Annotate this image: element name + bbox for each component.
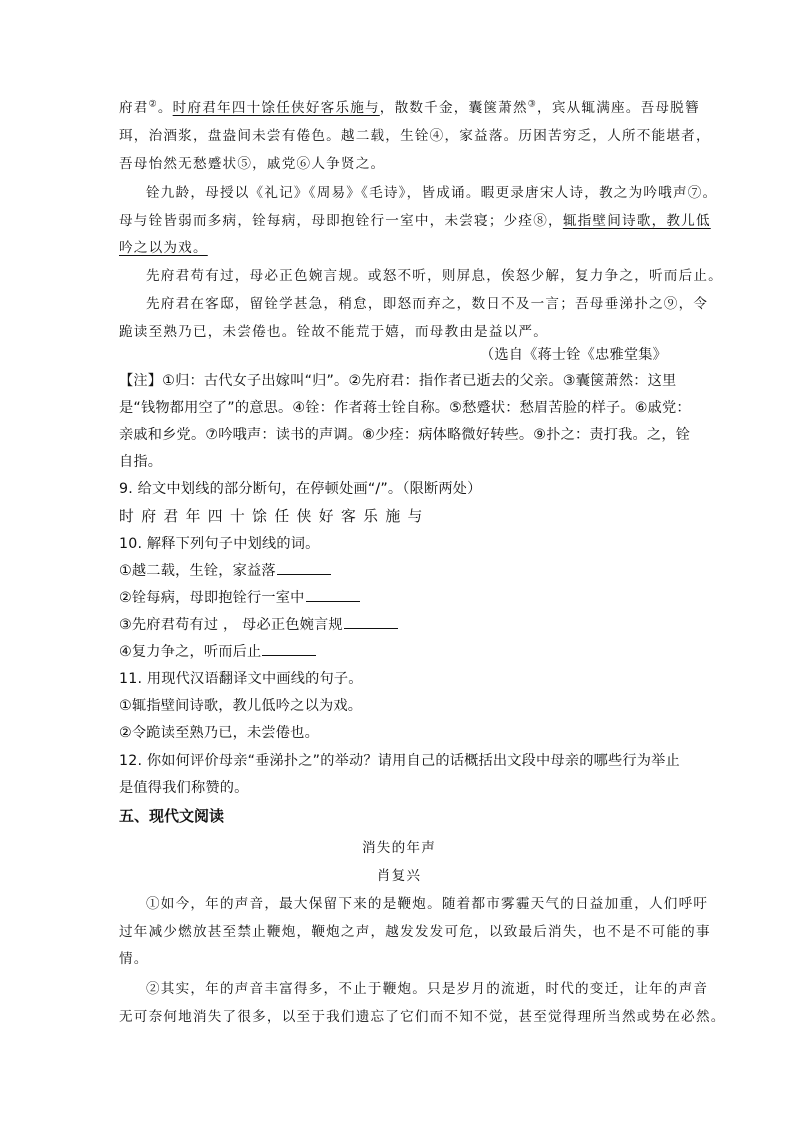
question-11-item-1: ①辄指壁间诗歌，教儿低吟之以为戏。: [119, 698, 363, 714]
notes-line-3: 亲戚和乡党。⑦吟哦声：读书的声调。⑧少痊：病体略微好转些。⑨扑之：责打我。之，铨: [119, 427, 691, 443]
question-11-item-2: ②令跪读至熟乃已，未尝倦也。: [119, 725, 319, 741]
text-run: 府君: [119, 100, 149, 116]
section-heading: 五、现代文阅读: [119, 807, 225, 825]
passage-line-4: 铨九龄，母授以《礼记》《周易》《毛诗》，皆成诵。暇更录唐宋人诗，教之为吟哦声⑦。: [146, 185, 718, 201]
source-citation: （选自《蒋士铨《忠雅堂集》: [479, 347, 667, 363]
paragraph-2-line-2: 无可奈何地消失了很多，以至于我们遗忘了它们而不知不觉，甚至觉得理所当然或势在必然。: [119, 1009, 726, 1025]
text-run: 母与铨皆弱而多病，铨每病，母即抱铨行一室中，未尝寝；少痊⑧，: [119, 213, 563, 229]
question-10-item-3: [119, 614, 679, 634]
paragraph-2-line-1: ②其实，年的声音丰富得多，不止于鞭炮。只是岁月的流逝，时代的变迁，让年的声音: [146, 981, 709, 997]
question-10-item-4: [119, 641, 679, 661]
passage-line-3: 吾母怡然无愁蹙状⑤，戚党⑥人争贤之。: [119, 156, 386, 172]
passage-line-6: [119, 236, 679, 256]
notes-line-1: 【注】①归：古代女子出嫁叫“归”。②先府君：指作者已逝去的父亲。③囊箧萧然：这里: [119, 373, 677, 389]
passage-line-7: 先府君苟有过，母必正色婉言规。或怒不听，则屏息，俟怒少解，复力争之，听而后止。: [146, 268, 723, 284]
paragraph-1-line-2: 过年减少燃放甚至禁止鞭炮，鞭炮之声，越发发发可危，以致最后消失，也不是不可能的事: [119, 924, 711, 940]
item-text: ③先府君苟有过 ， 母必正色婉言规: [119, 617, 343, 633]
question-12-line-2: 是值得我们称赞的。: [119, 780, 249, 796]
passage-line-8: 先府君在客邸，留铨学甚急，稍怠，即怒而弃之，数日不及一言；吾母垂涕扑之⑨，令: [146, 296, 709, 312]
underlined-sentence: 辄指壁间诗歌，教儿低: [562, 213, 711, 229]
question-12-line-1: 12. 你如何评价母亲“垂涕扑之”的举动？请用自己的话概括出文段中母亲的哪些行为举止: [119, 753, 680, 769]
notes-line-2: 是“钱物都用空了”的意思。④铨：作者蒋士铨自称。⑤愁蹙状：愁眉苦脸的样子。⑥戚党：: [119, 400, 691, 416]
notes-line-4: 自指。: [119, 454, 163, 470]
article-author: 肖复兴: [376, 868, 422, 884]
answer-blank[interactable]: [262, 642, 316, 656]
passage-line-1: [119, 96, 700, 116]
answer-blank[interactable]: [306, 588, 360, 602]
underlined-phrase: 时府君年四十馀任侠好客乐施与: [172, 100, 380, 116]
item-text: ④复力争之，听而后止: [119, 644, 262, 660]
paragraph-1-line-3: 情。: [119, 951, 149, 967]
paragraph-1-line-1: ①如今，年的声音，最大保留下来的是鞭炮。随着都市雾霾天气的日益加重，人们呼吁: [146, 896, 709, 912]
passage-line-9: 跪读至熟乃已，未尝倦也。铨故不能荒于嬉，而母教由是益以严。: [119, 324, 549, 340]
question-9-text: 时府君年四十馀任侠好客乐施与: [119, 508, 430, 525]
item-text: ②铨每病，母即抱铨行一室中: [119, 590, 305, 606]
question-11-stem: 11. 用现代汉语翻译文中画线的句子。: [119, 671, 363, 687]
passage-line-5: [119, 209, 711, 229]
note-marker: ②: [148, 99, 158, 110]
question-9-stem: 9. 给文中划线的部分断句，在停顿处画“/”。（限断两处）: [119, 481, 482, 497]
text-run: ，宾从辄满座。吾母脱簪: [537, 100, 700, 116]
passage-line-2: 珥，治酒浆，盘盎间未尝有倦色。越二载，生铨④，家益落。历困苦穷乏，人所不能堪者，: [119, 128, 711, 144]
text-run: 。: [157, 100, 173, 116]
text-run: 囊箧萧然: [468, 100, 528, 116]
item-text: ①越二载，生铨，家益落: [119, 563, 276, 579]
underlined-sentence: 吟之以为戏。: [119, 240, 208, 256]
answer-blank[interactable]: [277, 561, 331, 575]
article-title: 消失的年声: [362, 840, 436, 856]
answer-blank[interactable]: [344, 615, 398, 629]
question-10-stem: 10. 解释下列句子中划线的词。: [119, 536, 320, 552]
note-marker: ③: [527, 99, 538, 110]
text-run: ，散数千金，: [379, 100, 469, 116]
question-10-item-2: [119, 587, 679, 607]
question-10-item-1: [119, 560, 679, 580]
